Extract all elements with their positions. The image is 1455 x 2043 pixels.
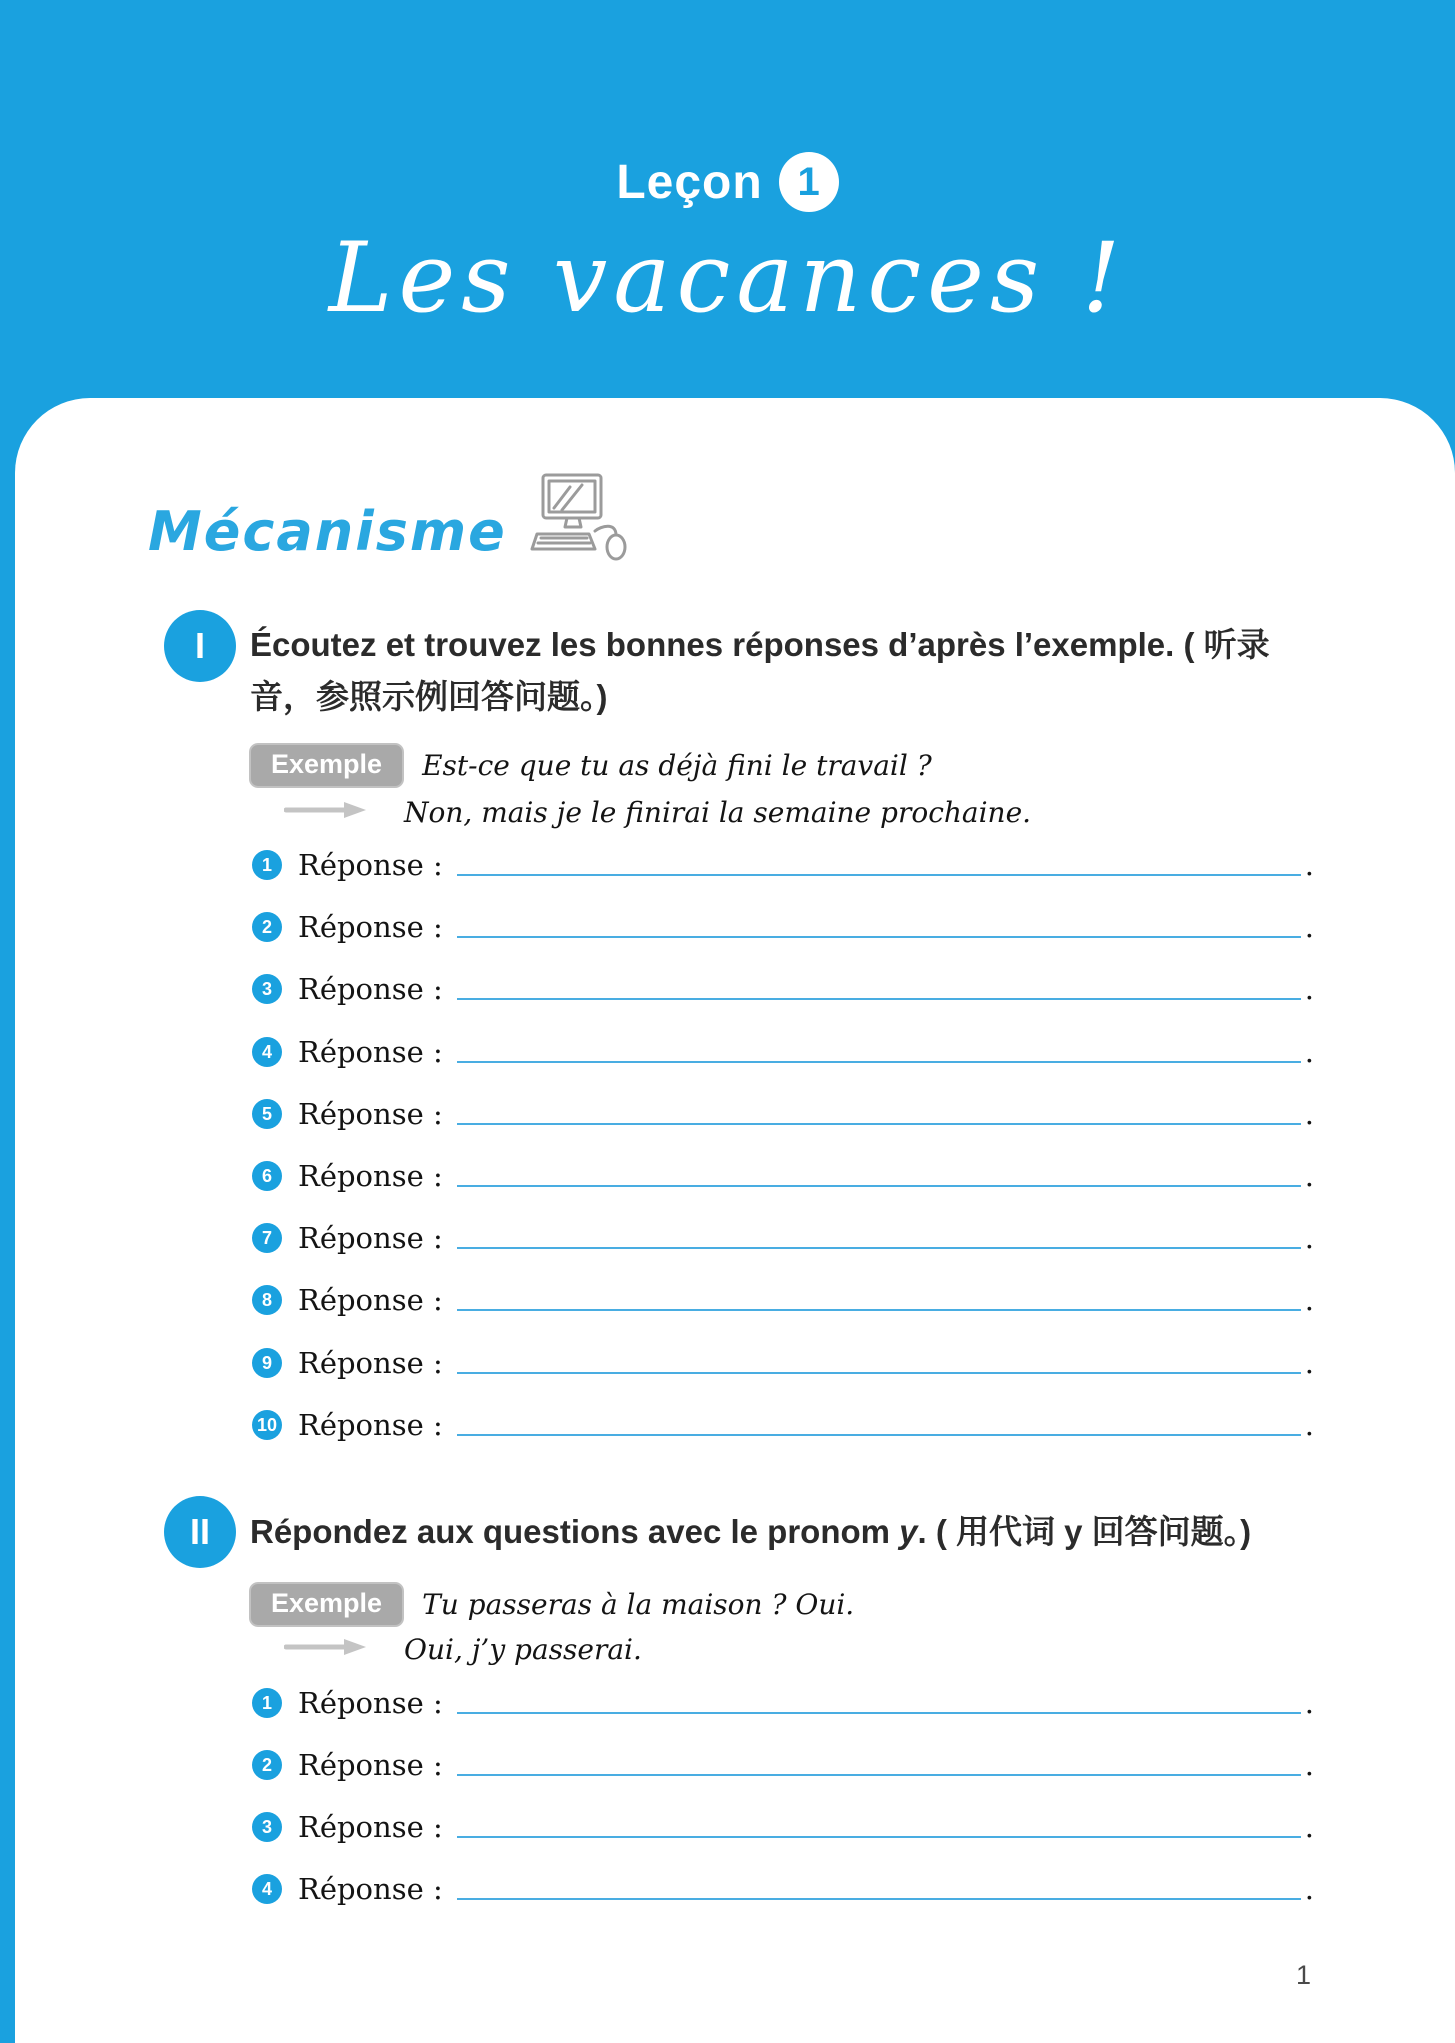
answer-blank-line[interactable]: [457, 1342, 1301, 1374]
response-label: Réponse :: [298, 1035, 443, 1069]
response-period: .: [1304, 1159, 1314, 1193]
section-2-exemple: [249, 1582, 854, 1627]
response-number-badge: 2: [252, 1750, 282, 1780]
answer-blank-line[interactable]: [457, 1404, 1301, 1436]
response-number-badge: 4: [252, 1874, 282, 1904]
mecanisme-header: [148, 472, 634, 567]
response-period: .: [1304, 1346, 1314, 1380]
response-period: .: [1304, 1748, 1314, 1782]
response-row: [252, 1805, 1314, 1847]
exemple-question: Tu passeras à la maison ? Oui.: [422, 1588, 855, 1621]
section-2-heading: [250, 1506, 1312, 1558]
answer-blank-line[interactable]: [457, 906, 1301, 938]
response-row: [252, 1743, 1314, 1785]
response-label: Réponse :: [298, 1810, 443, 1844]
response-period: .: [1304, 1035, 1314, 1069]
response-label: Réponse :: [298, 910, 443, 944]
lesson-number-badge: 1: [779, 152, 839, 212]
answer-blank-line[interactable]: [457, 1279, 1301, 1311]
heading-text-before: Répondez aux questions avec le pronom: [250, 1513, 900, 1550]
answer-blank-line[interactable]: [457, 1031, 1301, 1063]
response-label: Réponse :: [298, 1221, 443, 1255]
response-label: Réponse :: [298, 1408, 443, 1442]
response-row: [252, 1154, 1314, 1196]
section-marker-1: I: [164, 610, 236, 682]
response-number-badge: 8: [252, 1285, 282, 1315]
answer-blank-line[interactable]: [457, 1155, 1301, 1187]
response-number-badge: 3: [252, 1812, 282, 1842]
response-period: .: [1304, 910, 1314, 944]
response-number-badge: 7: [252, 1223, 282, 1253]
heading-text-after: . ( 用代词 y 回答问题。): [917, 1513, 1252, 1550]
response-number-badge: 10: [252, 1410, 282, 1440]
answer-blank-line[interactable]: [457, 1093, 1301, 1125]
response-period: .: [1304, 1283, 1314, 1317]
answer-blank-line[interactable]: [457, 1868, 1301, 1900]
response-label: Réponse :: [298, 972, 443, 1006]
section-1-exemple-answer: [284, 796, 1031, 829]
response-label: Réponse :: [298, 1346, 443, 1380]
section-1-heading: Écoutez et trouvez les bonnes réponses d’après l’exemple. ( 听录音，参照示例回答问题。): [250, 626, 1270, 715]
response-row: [252, 1030, 1314, 1072]
answer-blank-line[interactable]: [457, 1217, 1301, 1249]
answer-blank-line[interactable]: [457, 1744, 1301, 1776]
response-row: [252, 1341, 1314, 1383]
response-label: Réponse :: [298, 1097, 443, 1131]
answer-blank-line[interactable]: [457, 968, 1301, 1000]
arrow-icon: [284, 1638, 368, 1661]
response-number-badge: 1: [252, 1688, 282, 1718]
lesson-header: [0, 152, 1455, 212]
response-row: [252, 1403, 1314, 1445]
response-period: .: [1304, 1221, 1314, 1255]
response-number-badge: 5: [252, 1099, 282, 1129]
response-row: [252, 1867, 1314, 1909]
heading-pronoun: y: [899, 1513, 918, 1550]
computer-sketch-icon: [529, 472, 634, 567]
lesson-label: Leçon: [616, 155, 763, 209]
response-label: Réponse :: [298, 1686, 443, 1720]
response-period: .: [1304, 1686, 1314, 1720]
page-title: Les vacances !: [328, 222, 1127, 334]
response-number-badge: 6: [252, 1161, 282, 1191]
exemple-badge: Exemple: [249, 743, 404, 788]
response-row: [252, 1216, 1314, 1258]
exemple-badge: Exemple: [249, 1582, 404, 1627]
response-label: Réponse :: [298, 1159, 443, 1193]
response-number-badge: 2: [252, 912, 282, 942]
section-marker-2: II: [164, 1496, 236, 1568]
response-row: [252, 1278, 1314, 1320]
response-period: .: [1304, 1810, 1314, 1844]
answer-blank-line[interactable]: [457, 1682, 1301, 1714]
section-2-exemple-answer: [284, 1633, 642, 1666]
page-number: 1: [1296, 1960, 1312, 1990]
response-row: [252, 843, 1314, 885]
response-label: Réponse :: [298, 1872, 443, 1906]
response-period: .: [1304, 1872, 1314, 1906]
response-row: [252, 967, 1314, 1009]
response-number-badge: 9: [252, 1348, 282, 1378]
response-row: [252, 905, 1314, 947]
response-number-badge: 3: [252, 974, 282, 1004]
response-period: .: [1304, 972, 1314, 1006]
response-period: .: [1304, 1097, 1314, 1131]
exemple-answer-text: Non, mais je le finirai la semaine prochaine.: [404, 796, 1032, 829]
response-period: .: [1304, 848, 1314, 882]
response-number-badge: 4: [252, 1037, 282, 1067]
exemple-answer-text: Oui, j’y passerai.: [404, 1633, 642, 1666]
exemple-question: Est-ce que tu as déjà fini le travail ?: [422, 749, 932, 782]
response-period: .: [1304, 1408, 1314, 1442]
section-1-exemple: [249, 743, 932, 788]
response-label: Réponse :: [298, 1748, 443, 1782]
response-row: [252, 1681, 1314, 1723]
mecanisme-label: Mécanisme: [148, 500, 507, 563]
answer-blank-line[interactable]: [457, 1806, 1301, 1838]
response-label: Réponse :: [298, 848, 443, 882]
response-label: Réponse :: [298, 1283, 443, 1317]
response-number-badge: 1: [252, 850, 282, 880]
arrow-icon: [284, 801, 368, 824]
answer-blank-line[interactable]: [457, 844, 1301, 876]
response-row: [252, 1092, 1314, 1134]
